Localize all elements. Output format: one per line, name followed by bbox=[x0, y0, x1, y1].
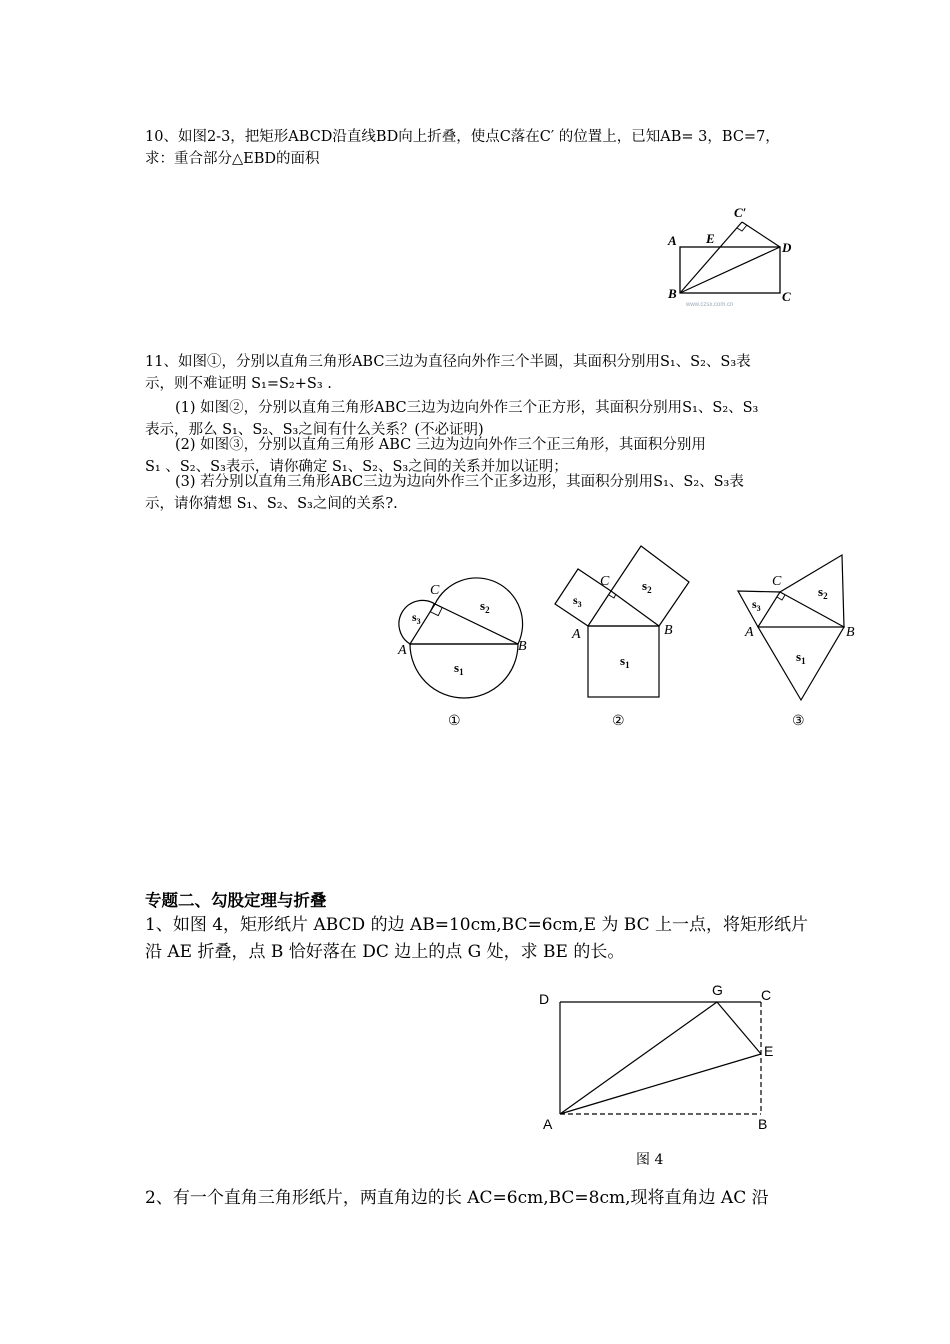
area-s3: $s_3$ bbox=[412, 610, 421, 626]
figure-2-3 bbox=[660, 200, 790, 315]
label-e: E bbox=[706, 231, 715, 246]
caption-1: ① bbox=[448, 713, 461, 729]
area-s3: $s_3$ bbox=[752, 597, 761, 613]
figure-triangles bbox=[730, 545, 870, 705]
label-a: A bbox=[398, 643, 407, 658]
q11-intro1: 11、如图①，分别以直角三角形ABC三边为直径向外作三个半圆，其面积分别用S₁、S₂、S₃表 bbox=[145, 354, 751, 370]
area-s3: $s_3$ bbox=[573, 593, 582, 609]
label-c: C bbox=[772, 574, 782, 589]
label-c: C bbox=[782, 289, 791, 304]
label-c: C bbox=[430, 583, 440, 598]
label-a: A bbox=[668, 233, 677, 248]
line-bd bbox=[680, 247, 780, 293]
label-d: D bbox=[539, 991, 550, 1007]
figure-squares bbox=[550, 540, 695, 705]
area-s1: $s_1$ bbox=[454, 660, 464, 677]
triangle-abc bbox=[410, 604, 518, 644]
area-s2: $s_2$ bbox=[818, 584, 828, 601]
label-a: A bbox=[543, 1116, 553, 1132]
caption-2: ② bbox=[612, 713, 625, 729]
q1-line1: 1、如图 4，矩形纸片 ABCD 的边 AB=10cm,BC=6cm,E 为 BC 上一点，将矩形纸片 bbox=[145, 915, 809, 935]
label-e: E bbox=[764, 1043, 774, 1059]
q10-text bbox=[145, 126, 810, 170]
label-g: G bbox=[712, 982, 723, 998]
q11-intro2: 示，则不难证明 S₁=S₂+S₃ . bbox=[145, 376, 332, 392]
semicircle-s1 bbox=[410, 644, 518, 698]
section2-q1 bbox=[145, 912, 810, 966]
label-b: B bbox=[664, 623, 673, 638]
q11-p1b: 表示，那么 S₁、S₂、S₃之间有什么关系？(不必证明) bbox=[145, 422, 484, 438]
line-ge bbox=[717, 1002, 761, 1054]
q11-p2b: S₁ 、S₂、S₃表示，请你确定 S₁、S₂、S₃之间的关系并加以证明； bbox=[145, 459, 568, 475]
label-c: C bbox=[600, 574, 610, 589]
q11-text bbox=[145, 351, 810, 395]
q11-p1a: (1) 如图②，分别以直角三角形ABC三边为边向外作三个正方形，其面积分别用S₁、S₂、S₃ bbox=[175, 400, 759, 416]
label-a: A bbox=[572, 627, 581, 642]
area-s1: $s_1$ bbox=[620, 653, 630, 670]
label-b: B bbox=[846, 625, 855, 640]
q11-p2a: (2) 如图③，分别以直角三角形 ABC 三边为边向外作三个正三角形，其面积分别用 bbox=[175, 437, 706, 453]
section-title: 专题二、勾股定理与折叠 bbox=[145, 891, 327, 910]
line-ag bbox=[560, 1002, 717, 1114]
triangle-s2 bbox=[780, 555, 844, 627]
label-a: A bbox=[745, 625, 754, 640]
q1-line2: 沿 AE 折叠，点 B 恰好落在 DC 边上的点 G 处，求 BE 的长。 bbox=[145, 942, 625, 962]
figure-semicircles bbox=[390, 570, 540, 700]
q2-line1: 2、有一个直角三角形纸片，两直角边的长 AC=6cm,BC=8cm,现将直角边 AC 沿 bbox=[145, 1188, 769, 1208]
figure-4 bbox=[530, 980, 790, 1135]
q11-part1 bbox=[145, 397, 810, 419]
label-b: B bbox=[668, 286, 677, 301]
line-c-prime-d bbox=[742, 222, 780, 247]
label-d: D bbox=[782, 240, 792, 255]
area-s1: $s_1$ bbox=[796, 649, 806, 666]
label-b: B bbox=[758, 1116, 768, 1132]
line-ae bbox=[560, 1054, 761, 1114]
caption-3: ③ bbox=[792, 713, 805, 729]
label-c: C bbox=[761, 987, 772, 1003]
q10-line2: 求：重合部分△EBD的面积 bbox=[145, 151, 320, 167]
q11-p3b: 示，请你猜想 S₁、S₂、S₃之间的关系?. bbox=[145, 496, 398, 512]
q10-line1: 10、如图2-3，把矩形ABCD沿直线BD向上折叠，使点C落在C′ 的位置上，已知AB= 3，BC=7， bbox=[145, 129, 780, 145]
label-b: B bbox=[518, 639, 527, 654]
watermark: www.czsx.com.cn bbox=[686, 302, 734, 308]
q11-p3a: (3) 若分别以直角三角形ABC三边为边向外作三个正多边形，其面积分别用S₁、S₂、S₃表 bbox=[175, 474, 744, 490]
area-s2: $s_2$ bbox=[642, 578, 652, 595]
label-c-prime: C′ bbox=[734, 205, 747, 220]
fig4-caption: 图 4 bbox=[636, 1152, 664, 1168]
area-s2: $s_2$ bbox=[480, 598, 490, 615]
